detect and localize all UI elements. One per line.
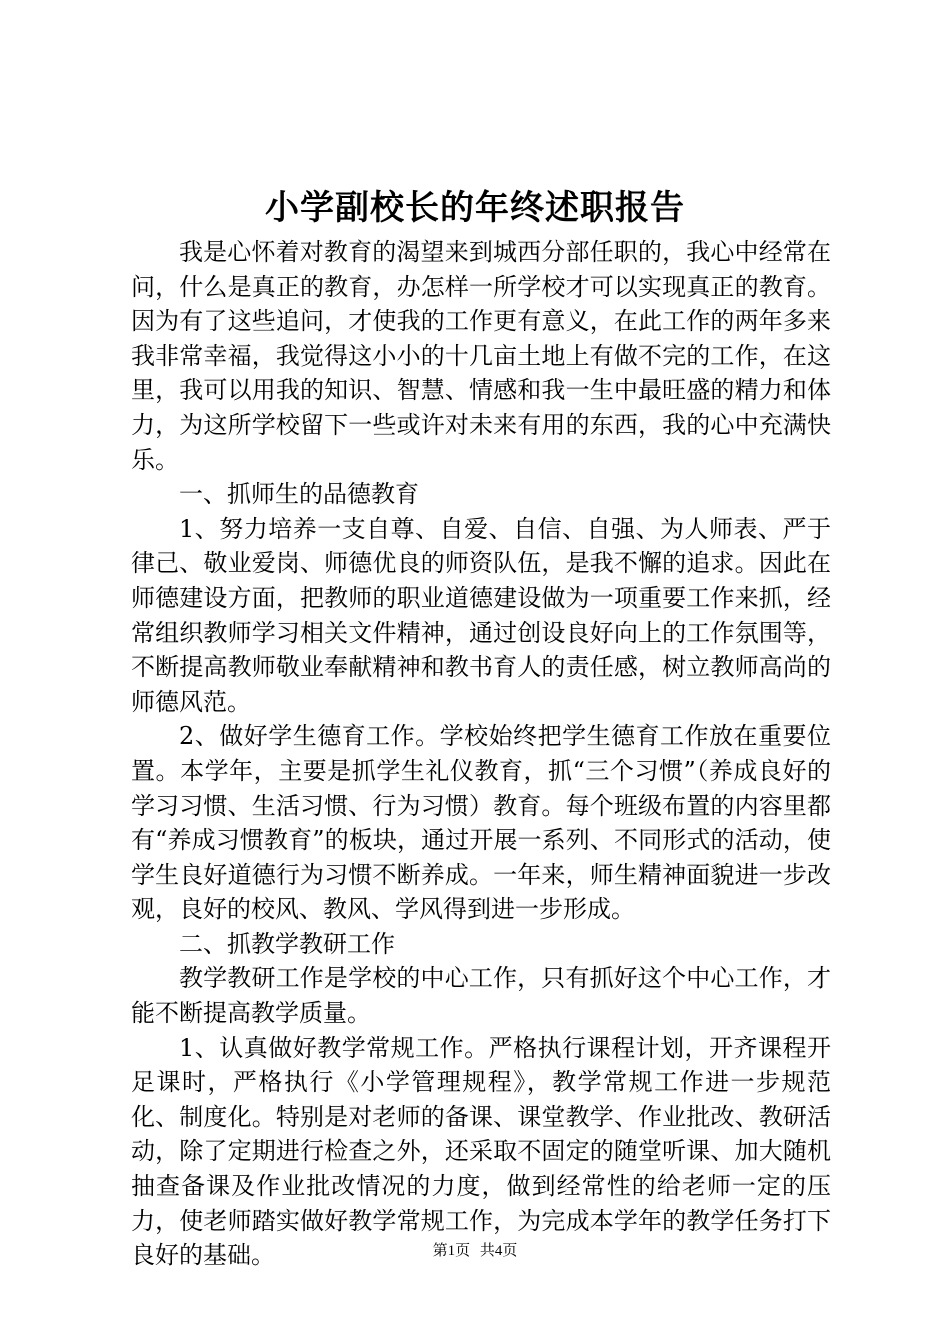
page-footer — [0, 1241, 950, 1261]
intro-paragraph: 我是心怀着对教育的渴望来到城西分部任职的，我心中经常在问，什么是真正的教育，办怎样一所学校才可以实现真正的教育。因为有了这些追问，才使我的工作更有意义，在此工作的两年多来我非常幸福，我觉得这小小的十几亩土地上有做不完的工作，在这里，我可以用我的知识、智慧、情感和我一生中最旺盛的精力和体力，为这所学校留下一些或许对未来有用的东西，我的心中充满快乐。 — [131, 238, 831, 474]
paragraph-teaching-intro: 教学教研工作是学校的中心工作，只有抓好这个中心工作，才能不断提高教学质量。 — [131, 964, 831, 1028]
paragraph-student-moral: 2、做好学生德育工作。学校始终把学生德育工作放在重要位置。本学年，主要是抓学生礼仪教育，抓“三个习惯”（养成良好的学习习惯、生活习惯、行为习惯）教育。每个班级布置的内容里都有“养成习惯教育”的板块，通过开展一系列、不同形式的活动，使学生良好道德行为习惯不断养成。一年来，师生精神面貌进一步改观，良好的校风、教风、学风得到进一步形成。 — [131, 722, 831, 924]
page-total: 共4页 — [479, 1243, 518, 1259]
document-title: 小学副校长的年终述职报告 — [265, 188, 685, 228]
paragraph-teaching-routine: 1、认真做好教学常规工作。严格执行课程计划，开齐课程开足课时，严格执行《小学管理规程》，教学常规工作进一步规范化、制度化。特别是对老师的备课、课堂教学、作业批改、教研活动，除了定期进行检查之外，还采取不固定的随堂听课、加大随机抽查备课及作业批改情况的力度，做到经常性的给老师一定的压力，使老师踏实做好教学常规工作，为完成本学年的教学任务打下良好的基础。 — [131, 1033, 831, 1270]
page-number: 第1页 — [432, 1243, 471, 1259]
paragraph-teacher-ethics: 1、努力培养一支自尊、自爱、自信、自强、为人师表、严于律己、敬业爱岗、师德优良的师资队伍，是我不懈的追求。因此在师德建设方面，把教师的职业道德建设做为一项重要工作来抓，经常组织教师学习相关文件精神，通过创设良好向上的工作氛围等，不断提高教师敬业奉献精神和教书育人的责任感，树立教师高尚的师德风范。 — [131, 514, 831, 716]
document-body — [131, 235, 831, 1273]
section-heading-2: 二、抓教学教研工作 — [179, 929, 395, 958]
section-heading-1: 一、抓师生的品德教育 — [179, 480, 419, 509]
